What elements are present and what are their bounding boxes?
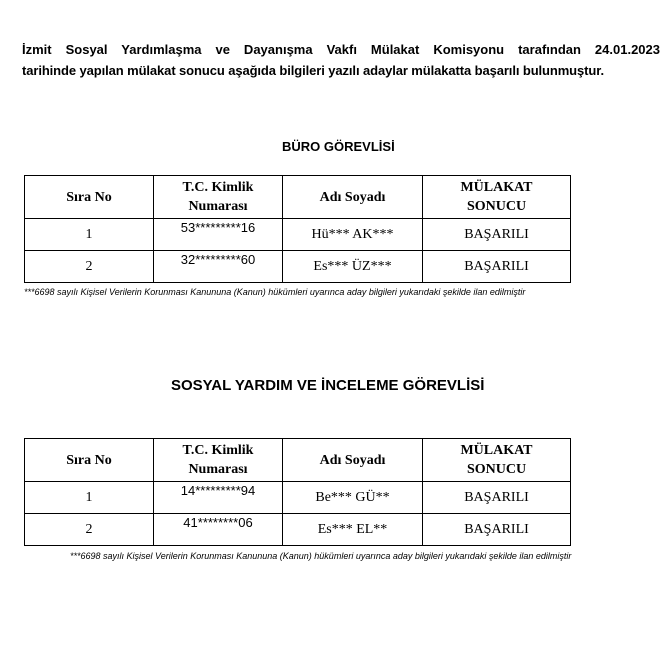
- cell-sira: 1: [25, 482, 154, 514]
- cell-result: BAŞARILI: [423, 482, 571, 514]
- results-table-sosyal-yardim: [24, 438, 571, 546]
- header-adi-soyadi: Adı Soyadı: [283, 439, 423, 482]
- cell-tc: [154, 251, 283, 283]
- header-tc: [154, 176, 283, 219]
- cell-name: Be*** GÜ**: [283, 482, 423, 514]
- cell-tc: [154, 514, 283, 546]
- header-sira-no-label: Sıra No: [66, 189, 112, 205]
- section-title-buro: BÜRO GÖREVLİSİ: [282, 139, 395, 154]
- header-tc-line1: T.C. Kimlik: [182, 180, 254, 195]
- cell-tc-value: 14*********94: [180, 483, 256, 498]
- cell-name: Es*** ÜZ***: [283, 251, 423, 283]
- cell-sira: 1: [25, 219, 154, 251]
- cell-sira: 2: [25, 514, 154, 546]
- intro-paragraph: [22, 39, 660, 81]
- table-header-row: [25, 439, 571, 482]
- header-mulakat-line1: MÜLAKAT: [460, 180, 533, 195]
- table-row: [25, 219, 571, 251]
- header-mulakat-line1: MÜLAKAT: [460, 443, 533, 458]
- cell-tc-value: 41********06: [183, 515, 253, 530]
- section-title-sosyal-yardim: SOSYAL YARDIM VE İNCELEME GÖREVLİSİ: [171, 377, 485, 394]
- cell-name: Es*** EL**: [283, 514, 423, 546]
- header-tc-line1: T.C. Kimlik: [182, 443, 254, 458]
- table-row: [25, 251, 571, 283]
- header-mulakat-line2: SONUCU: [466, 462, 527, 477]
- header-sira-no: [25, 439, 154, 482]
- header-tc-line2: Numarası: [188, 199, 248, 214]
- cell-result: BAŞARILI: [423, 514, 571, 546]
- table-header-row: [25, 176, 571, 219]
- results-table-buro: [24, 175, 571, 283]
- intro-line-2: tarihinde yapılan mülakat sonucu aşağıda bilgileri yazılı adaylar mülakatta başarılı bulunmuştur.: [22, 63, 604, 78]
- cell-tc: [154, 482, 283, 514]
- header-adi-soyadi: Adı Soyadı: [283, 176, 423, 219]
- header-tc-line2: Numarası: [188, 462, 248, 477]
- header-mulakat: [423, 439, 571, 482]
- table-row: [25, 514, 571, 546]
- table-row: [25, 482, 571, 514]
- cell-tc: [154, 219, 283, 251]
- cell-sira: 2: [25, 251, 154, 283]
- intro-line-1: İzmit Sosyal Yardımlaşma ve Dayanışma Vakfı Mülakat Komisyonu tarafından 24.01.2023: [22, 42, 660, 57]
- header-sira-no: [25, 176, 154, 219]
- header-mulakat: [423, 176, 571, 219]
- kvkk-note-buro: ***6698 sayılı Kişisel Verilerin Korunması Kanununa (Kanun) hükümleri uyarınca aday bilgileri yukarıdaki şekilde ilan edilmiştir: [24, 287, 526, 297]
- cell-tc-value: 53*********16: [180, 220, 256, 235]
- cell-result: BAŞARILI: [423, 219, 571, 251]
- cell-name: Hü*** AK***: [283, 219, 423, 251]
- kvkk-note-sosyal-yardim: ***6698 sayılı Kişisel Verilerin Korunması Kanununa (Kanun) hükümleri uyarınca aday bilgileri yukarıdaki şekilde ilan edilmiştir: [70, 551, 572, 561]
- cell-tc-value: 32*********60: [180, 252, 256, 267]
- header-sira-no-label: Sıra No: [66, 452, 112, 468]
- cell-result: BAŞARILI: [423, 251, 571, 283]
- header-tc: [154, 439, 283, 482]
- header-mulakat-line2: SONUCU: [466, 199, 527, 214]
